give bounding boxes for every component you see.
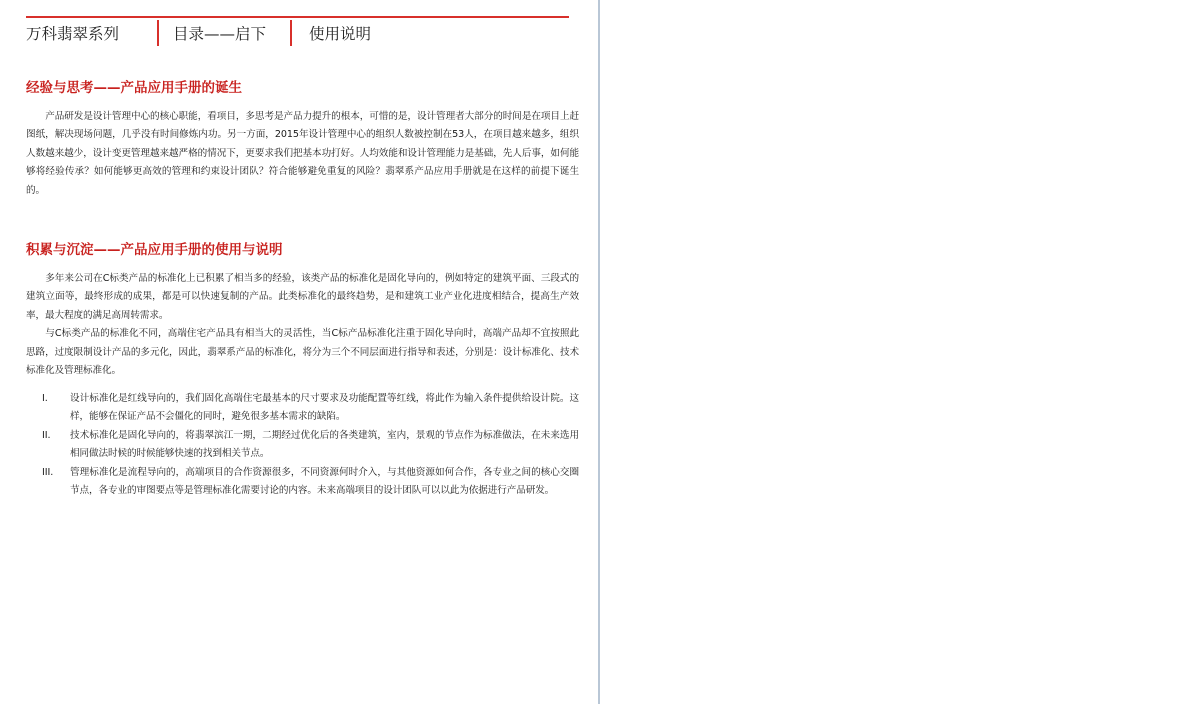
list-marker: II. [42,429,51,441]
list-item-text: 设计标准化是红线导向的，我们固化高端住宅最基本的尺寸要求及功能配置等红线，将此作为输入条件提供给设计院。这样，能够在保证产品不会僵化的同时，避免很多基本需求的缺陷。 [70,393,579,423]
section-title: 积累与沉淀——产品应用手册的使用与说明 [26,242,283,258]
paragraph: 与C标类产品的标准化不同，高端住宅产品具有相当大的灵活性，当C标产品标准化注重于固化导向时，高端产品却不宜按照此思路，过度限制设计产品的多元化，因此，翡翠系产品的标准化，将分为三个不同层面进行指导和表述，分别是：设计标准化、技术标准化及管理标准化。 [26,328,579,377]
list-item [26,390,579,427]
list-marker: I. [42,393,48,404]
list-item [26,427,579,464]
document-page-right [600,0,1200,704]
document-page-left [0,0,598,704]
section-body [26,270,579,380]
paragraph: 产品研发是设计管理中心的核心职能，看项目，多思考是产品力提升的根本，可惜的是，设计管理者大部分的时间是在项目上赶图纸，解决现场问题，几乎没有时间修炼内功。另一方面，2015年设计管理中心的组织人数被控制在53人，在项目越来越多，组织人数越来越少，设计变更管理越来越严格的情况下，更要求我们把基本功打好。人均效能和设计管理能力是基础，先人后事，如何能够将经验传承？如何能够更高效的管理和约束设计团队？符合能够避免重复的风险？翡翠系产品应用手册就是在这样的前提下诞生的。 [26,111,579,196]
section-title: 经验与思考——产品应用手册的诞生 [26,80,242,96]
list-item-text: 管理标准化是流程导向的，高端项目的合作资源很多，不同资源何时介入，与其他资源如何合作，各专业之间的核心交圈节点，各专业的审图要点等是管理标准化需要讨论的内容。未来高端项目的设计团队可以以此为依据进行产品研发。 [70,466,579,497]
paragraph: 多年来公司在C标类产品的标准化上已积累了相当多的经验，该类产品的标准化是固化导向的，例如特定的建筑平面、三段式的建筑立面等，最终形成的成果，都是可以快速复制的产品。此类标准化的最终趋势，是和建筑工业产业化进度相结合，提高生产效率，最大程度的满足高周转需求。 [26,273,579,321]
list-marker: III. [42,466,54,478]
header-toc-label: 目录——启下 [173,25,267,43]
list-item [26,464,579,501]
section-body [26,108,579,200]
page-header [26,18,371,46]
header-series-label: 万科翡翠系列 [26,25,120,43]
header-usage-label: 使用说明 [309,25,372,43]
numbered-list [26,390,579,500]
list-item-text: 技术标准化是固化导向的，将翡翠滨江一期，二期经过优化后的各类建筑，室内，景观的节点作为标准做法，在未来选用相同做法时候的时候能够快速的找到相关节点。 [70,429,579,460]
